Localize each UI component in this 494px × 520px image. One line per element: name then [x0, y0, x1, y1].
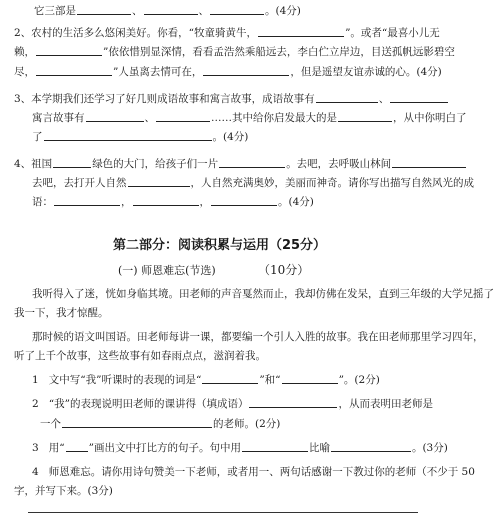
q2-blank-4[interactable]	[203, 65, 289, 76]
q3-text: 、	[378, 93, 390, 105]
rq3-blank-1[interactable]	[242, 441, 308, 452]
question-text: 文中写“我”听课时的表现的词是“	[48, 374, 202, 386]
rq3-underline-mark	[66, 441, 88, 452]
q3-line-2	[32, 111, 467, 125]
question-text: 的老师。(2分)	[213, 418, 281, 430]
reading-q1	[32, 373, 380, 387]
q4-text: 。(4分)	[278, 196, 314, 208]
question-text: 。(3分)	[411, 442, 448, 454]
question-text: 一个	[40, 418, 61, 430]
q2-text: ”。或者“最喜小儿无	[345, 27, 440, 39]
q1-score: 。(4分)	[265, 5, 301, 17]
question-text: 比喻	[308, 442, 330, 454]
question-text: “我”的表现说明田老师的课讲得（填成语）	[48, 398, 249, 410]
q2-text: 尽，	[14, 66, 35, 78]
q4-blank-4[interactable]	[128, 176, 190, 187]
q2-text: ”人虽离去情可在，	[113, 66, 203, 78]
q2-line-3	[14, 65, 442, 79]
q4-text: ，	[199, 196, 210, 208]
q3-text: 、	[144, 112, 155, 124]
question-number: 4	[32, 466, 39, 478]
q4-text: ，人自然充满奥妙，美丽而神奇。请你写出描写自然风光的成	[190, 177, 474, 189]
q1-sep-1: 、	[132, 5, 143, 17]
q3-text: ，从中你明白了	[393, 112, 467, 124]
reading-q3	[32, 441, 448, 455]
q3-text: ……其中给你启发最大的是	[211, 112, 337, 124]
question-text: ，从而表明田老师是	[338, 398, 433, 410]
q2-blank-1[interactable]	[258, 26, 344, 37]
q3-blank-2[interactable]	[390, 92, 448, 103]
passage-line: 我听得入了迷，恍如身临其境。田老师的声音戛然而止，我却仿佛在发呆，直到三年级的大学兄摇了	[32, 288, 494, 300]
passage-title: (一) 师恩难忘(节选)	[118, 264, 216, 277]
question-number: 3	[32, 442, 39, 454]
q4-blank-3[interactable]	[392, 157, 466, 168]
q3-text: 寓言故事有	[32, 112, 85, 124]
q4-text: 。去吧，去呼吸山林间	[286, 158, 392, 170]
question-text: 师恩难忘。请你用诗句赞美一下老师，或者用一、两句话感谢一下教过你的老师（不少于 50	[48, 466, 475, 478]
question-text: ”。(2分)	[338, 374, 380, 386]
q3-line-3	[32, 130, 248, 144]
rq2-blank-2[interactable]	[62, 417, 212, 428]
q3-blank-5[interactable]	[338, 111, 392, 122]
q2-blank-2[interactable]	[36, 45, 102, 56]
q3-text: 。(4分)	[212, 131, 249, 143]
q1-blank-3[interactable]	[210, 4, 264, 15]
reading-q4-line-2: 字，并写下来。(3分)	[14, 485, 113, 497]
q2-text: ，但是遥望友谊赤诚的心。(4分)	[290, 66, 442, 78]
rq2-blank-1[interactable]	[249, 397, 337, 408]
q2-text: 牧童骑黄牛，	[194, 27, 258, 39]
reading-q4	[32, 465, 475, 479]
q3-blank-3[interactable]	[86, 111, 144, 122]
q3-blank-4[interactable]	[156, 111, 210, 122]
q4-blank-5[interactable]	[54, 195, 120, 206]
q4-blank-1[interactable]	[53, 157, 91, 168]
answer-line[interactable]	[28, 512, 418, 513]
rq1-blank-1[interactable]	[202, 373, 258, 384]
q1-blank-2[interactable]	[144, 4, 198, 15]
q1-head: 它三部是	[34, 5, 76, 17]
passage-line: 那时候的语文叫国语。田老师每讲一课，都要编一个引人入胜的故事。我在田老师那里学习四年，	[32, 331, 484, 343]
rq3-blank-2[interactable]	[331, 441, 411, 452]
question-text: 用“	[48, 442, 65, 454]
q3-line-1	[14, 92, 449, 106]
q4-blank-7[interactable]	[211, 195, 277, 206]
q4-line-1	[14, 157, 467, 171]
q4-blank-6[interactable]	[133, 195, 199, 206]
q2-text: 赖，	[14, 46, 35, 58]
q1-sep-2: 、	[198, 5, 209, 17]
section-title: 第二部分：阅读积累与运用（25分）	[112, 238, 327, 253]
q4-text: 4、祖国	[14, 158, 53, 170]
q4-text: 去吧，去打开人自然	[32, 177, 127, 189]
rq1-blank-2[interactable]	[282, 373, 338, 384]
q2-text: 2、农村的生活多么悠闲美好。你看，“	[14, 27, 195, 39]
q4-text: 语：	[32, 196, 53, 208]
passage-score: （10分）	[258, 263, 310, 277]
q2-line-2	[14, 45, 455, 59]
question-number: 2	[32, 398, 39, 410]
q3-text: 3、本学期我们还学习了好几则成语故事和寓言故事，成语故事有	[14, 93, 315, 105]
q4-line-2	[32, 176, 474, 190]
q4-blank-2[interactable]	[219, 157, 285, 168]
reading-q2	[32, 397, 433, 411]
q2-blank-3[interactable]	[36, 65, 112, 76]
question-text: ”和“	[259, 374, 281, 386]
reading-q2-line-2	[40, 417, 280, 431]
q3-blank-6[interactable]	[44, 130, 212, 141]
q3-text: 了	[32, 131, 43, 143]
q3-blank-1[interactable]	[316, 92, 378, 103]
question-text: ”画出文中打比方的句子。句中用	[88, 442, 241, 454]
q1-tail-line	[34, 4, 301, 18]
q4-text: ，	[121, 196, 132, 208]
q4-text: 绿色的大门，给孩子们一片	[92, 158, 219, 170]
passage-line: 听了上千个故事，这些故事有如春雨点点，滋润着我。	[14, 350, 266, 362]
passage-line: 我一下，我才惊醒。	[14, 307, 109, 319]
q1-blank-1[interactable]	[77, 4, 131, 15]
q2-text: ”依依惜别显深情，看看孟浩然乘船远去，李白伫立岸边，目送孤帆远影碧空	[103, 46, 455, 58]
q4-line-3	[32, 195, 314, 209]
q2-line-1	[14, 26, 440, 40]
question-number: 1	[32, 374, 39, 386]
